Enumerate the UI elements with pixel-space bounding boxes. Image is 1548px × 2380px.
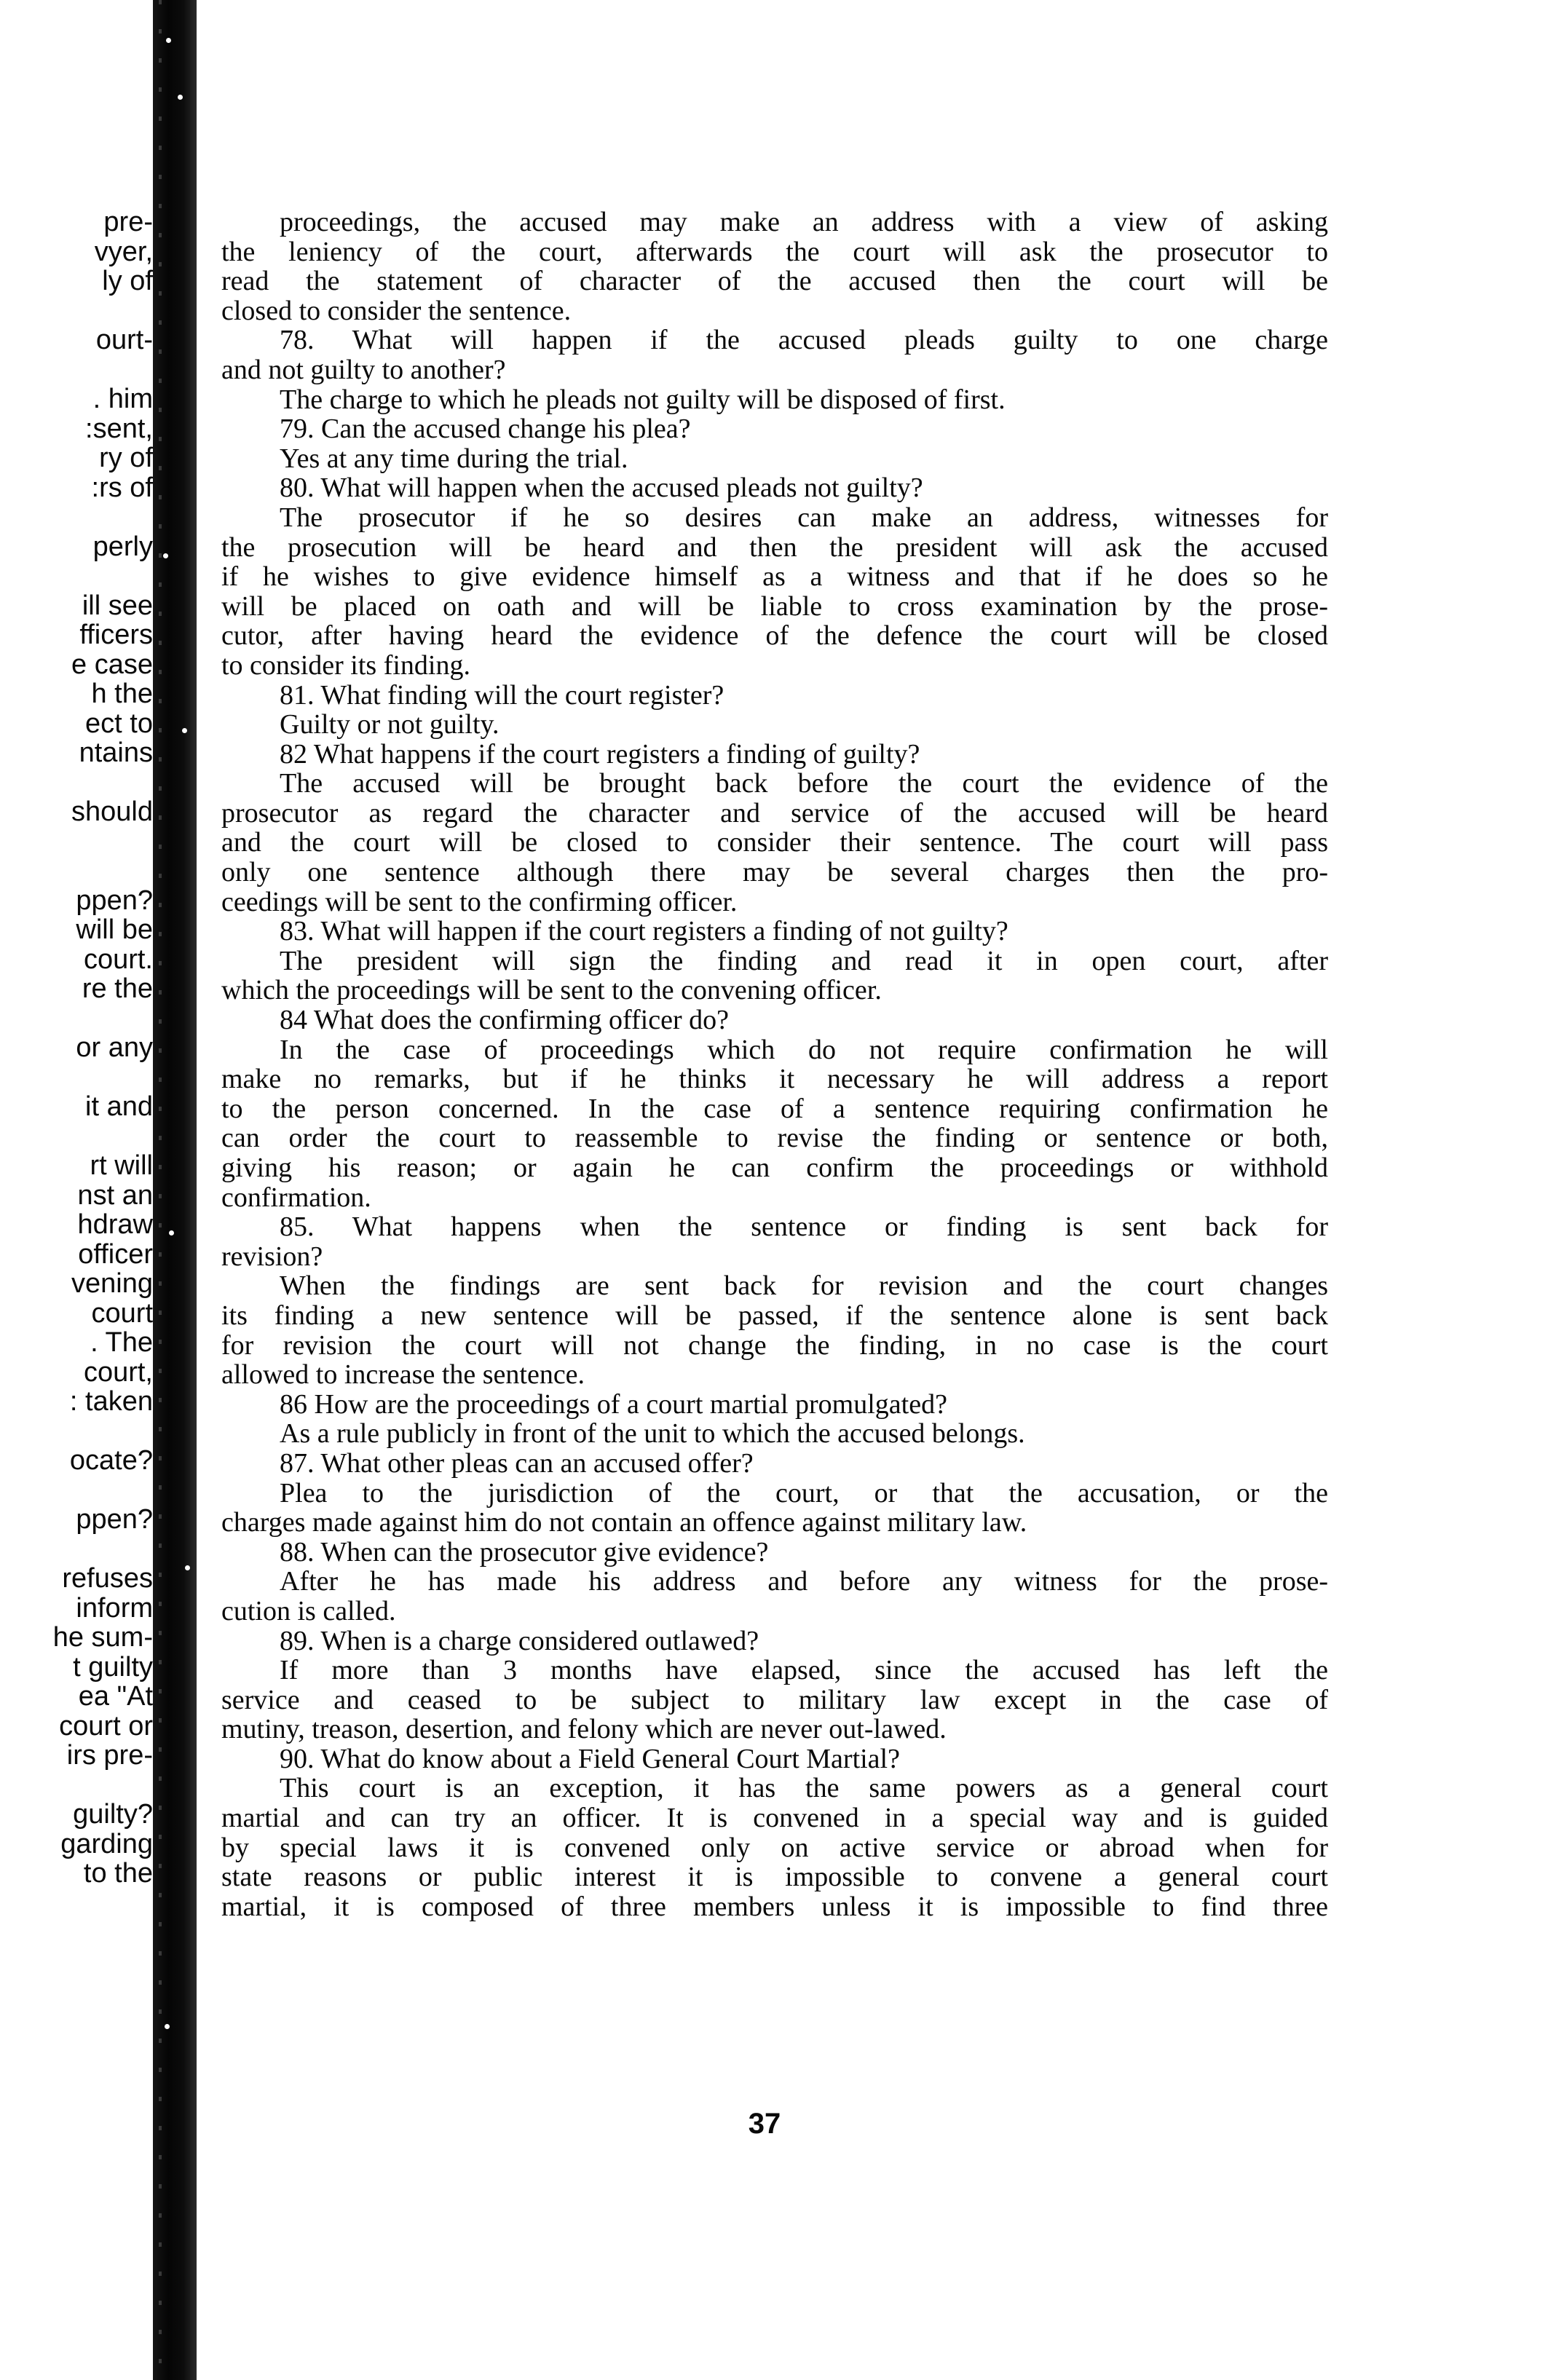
text-line: The charge to which he pleads not guilty will be disposed of first. (280, 384, 1006, 415)
text-line: will be placed on oath and will be liable to cross examination by the prose- (221, 591, 1328, 622)
fragment-line: ill see (82, 590, 153, 620)
fragment-line (29, 561, 153, 591)
fragment-line (29, 1063, 153, 1093)
text-line: the leniency of the court, afterwards the court will ask the prosecutor to (221, 237, 1328, 267)
fragment-line: hdraw (77, 1210, 153, 1240)
fragment-line: fficers (79, 620, 153, 650)
text-line: which the proceedings will be sent to the convening officer. (221, 976, 882, 1006)
question-line: 85. What happens when the sentence or finding is sent back for (280, 1212, 1328, 1242)
fragment-line (29, 296, 153, 326)
fragment-line: t guilty (73, 1652, 153, 1682)
text-line: martial, it is composed of three members unless it is impossible to find three (221, 1891, 1328, 1922)
adjacent-page-fragment (29, 207, 153, 1889)
text-line: confirmation. (221, 1182, 371, 1213)
question-line: 78. What will happen if the accused pleads guilty to one charge (280, 325, 1328, 355)
question-line: 80. What will happen when the accused pleads not guilty? (280, 473, 923, 503)
text-line: only one sentence although there may be several charges then the pro- (221, 858, 1328, 887)
fragment-line (29, 1004, 153, 1034)
text-line: its finding a new sentence will be passed, if the sentence alone is sent back (221, 1300, 1328, 1331)
spine-speck (178, 95, 183, 100)
question-line: 84 What does the confirming officer do? (280, 1005, 729, 1035)
book-spine (153, 0, 197, 2380)
spine-speck (166, 38, 171, 43)
fragment-line: it and (85, 1092, 153, 1122)
text-line: mutiny, treason, desertion, and felony which are never out-lawed. (221, 1715, 947, 1744)
fragment-line: :sent, (85, 414, 153, 443)
text-line: to consider its finding. (221, 650, 470, 681)
question-line: 79. Can the accused change his plea? (280, 414, 691, 444)
page-body-text (221, 207, 1328, 1921)
fragment-line: nst an (77, 1180, 153, 1210)
text-line: This court is an exception, it has the same powers as a general court (280, 1774, 1328, 1804)
question-line: 82 What happens if the court registers a finding of guilty? (280, 739, 920, 770)
text-line: and not guilty to another? (221, 355, 506, 385)
fragment-line: he sum- (52, 1623, 153, 1653)
fragment-line: re the (82, 974, 153, 1004)
text-line: Guilty or not guilty. (280, 710, 499, 740)
fragment-line (29, 768, 153, 798)
text-line: cutor, after having heard the evidence of the defence the court will be closed (221, 621, 1328, 651)
text-line: closed to consider the sentence. (221, 296, 572, 326)
text-line: to the person concerned. In the case of a sentence requiring confirmation he (221, 1094, 1328, 1124)
fragment-line: ly of (102, 266, 153, 296)
question-line: 81. What finding will the court register? (280, 680, 724, 711)
fragment-line: ea "At (78, 1682, 153, 1712)
fragment-line: ocate? (69, 1446, 153, 1476)
text-line: service and ceased to be subject to military law except in the case of (221, 1685, 1328, 1715)
fragment-line: will be (76, 915, 153, 945)
text-line: the prosecution will be heard and then the president will ask the accused (221, 532, 1328, 563)
fragment-line: guilty? (73, 1800, 153, 1830)
text-line: Plea to the jurisdiction of the court, or that the accusation, or the (280, 1478, 1328, 1509)
text-line: state reasons or public interest it is impossible to convene a general court (221, 1862, 1328, 1892)
fragment-line: officer (78, 1239, 153, 1269)
text-line: In the case of proceedings which do not require confirmation he will (280, 1035, 1328, 1065)
text-line: Yes at any time during the trial. (280, 443, 628, 474)
text-line: for revision the court will not change the finding, in no case is the court (221, 1330, 1328, 1361)
fragment-line (29, 502, 153, 532)
fragment-line: h the (91, 679, 153, 709)
text-line: charges made against him do not contain an offence against military law. (221, 1508, 1027, 1538)
fragment-line: vening (71, 1269, 153, 1299)
fragment-line: rt will (90, 1151, 153, 1181)
spine-speck (185, 1565, 190, 1570)
fragment-line: refuses (62, 1564, 153, 1594)
fragment-line: court or (59, 1711, 153, 1741)
text-line: The accused will be brought back before the court the evidence of the (280, 769, 1328, 799)
fragment-line (29, 1122, 153, 1152)
question-line: 89. When is a charge considered outlawed? (280, 1626, 759, 1656)
fragment-line: ourt- (95, 325, 153, 355)
fragment-line (29, 1417, 153, 1447)
text-line: If more than 3 months have elapsed, since the accused has left the (280, 1656, 1328, 1685)
fragment-line: . The (90, 1328, 153, 1358)
text-line: can order the court to reassemble to revise the finding or sentence or both, (221, 1123, 1328, 1153)
text-line: proceedings, the accused may make an address with a view of asking (280, 207, 1328, 237)
fragment-line (29, 827, 153, 857)
text-line: ceedings will be sent to the confirming officer. (221, 887, 738, 917)
fragment-line: to the (83, 1859, 153, 1889)
fragment-line (29, 856, 153, 886)
fragment-line: pre- (103, 207, 153, 237)
text-line: revision? (221, 1241, 323, 1272)
text-line: After he has made his address and before any witness for the prose- (280, 1567, 1328, 1597)
fragment-line: ect to (85, 708, 153, 738)
fragment-line: court, (83, 1357, 153, 1387)
fragment-line: should (71, 797, 153, 827)
fragment-line: ppen? (76, 885, 153, 915)
fragment-line: court (91, 1298, 153, 1328)
fragment-line: vyer, (94, 237, 153, 266)
fragment-line: or any (76, 1033, 153, 1063)
fragment-line: court. (83, 944, 153, 974)
fragment-line (29, 1535, 153, 1565)
fragment-line: ntains (79, 738, 153, 768)
question-line: 87. What other pleas can an accused offer? (280, 1448, 754, 1479)
text-line: allowed to increase the sentence. (221, 1360, 585, 1390)
question-line: 83. What will happen if the court registers a finding of not guilty? (280, 917, 1008, 946)
spine-speck (169, 1230, 174, 1236)
text-line: read the statement of character of the accused then the court will be (221, 266, 1328, 296)
text-line: As a rule publicly in front of the unit to which the accused belongs. (280, 1419, 1025, 1449)
page-number: 37 (748, 2108, 781, 2140)
fragment-line: ppen? (76, 1505, 153, 1535)
text-line: martial and can try an officer. It is convened in a special way and is guided (221, 1803, 1328, 1833)
fragment-line (29, 1771, 153, 1800)
text-line: if he wishes to give evidence himself as a witness and that if he does so he (221, 562, 1328, 592)
question-line: 88. When can the prosecutor give evidence? (280, 1537, 769, 1567)
text-line: When the findings are sent back for revision and the court changes (280, 1271, 1328, 1301)
fragment-line: ry of (99, 443, 153, 473)
fragment-line: e case (71, 649, 153, 679)
fragment-line (29, 1476, 153, 1506)
fragment-line: garding (60, 1829, 153, 1859)
text-line: prosecutor as regard the character and service of the accused will be heard (221, 798, 1328, 829)
fragment-line: inform (76, 1593, 153, 1623)
fragment-line: irs pre- (66, 1741, 153, 1771)
text-line: and the court will be closed to consider their sentence. The court will pass (221, 828, 1328, 858)
text-line: The president will sign the finding and read it in open court, after (280, 946, 1328, 976)
spine-speck (182, 728, 187, 733)
fragment-line: perly (92, 531, 153, 561)
fragment-line (29, 355, 153, 385)
spine-speck (163, 553, 168, 558)
text-line: make no remarks, but if he thinks it necessary he will address a report (221, 1064, 1328, 1094)
fragment-line: :rs of (91, 473, 153, 502)
text-line: cution is called. (221, 1596, 396, 1626)
text-line: by special laws it is convened only on active service or abroad when for (221, 1833, 1328, 1863)
fragment-line: : taken (69, 1387, 153, 1417)
spine-speck (165, 2024, 170, 2029)
question-line: 90. What do know about a Field General Court Martial? (280, 1744, 900, 1774)
text-line: The prosecutor if he so desires can make an address, witnesses for (280, 502, 1328, 533)
text-line: giving his reason; or again he can confirm the proceedings or withhold (221, 1153, 1328, 1183)
question-line: 86 How are the proceedings of a court martial promulgated? (280, 1389, 947, 1420)
fragment-line: . him (92, 384, 153, 414)
